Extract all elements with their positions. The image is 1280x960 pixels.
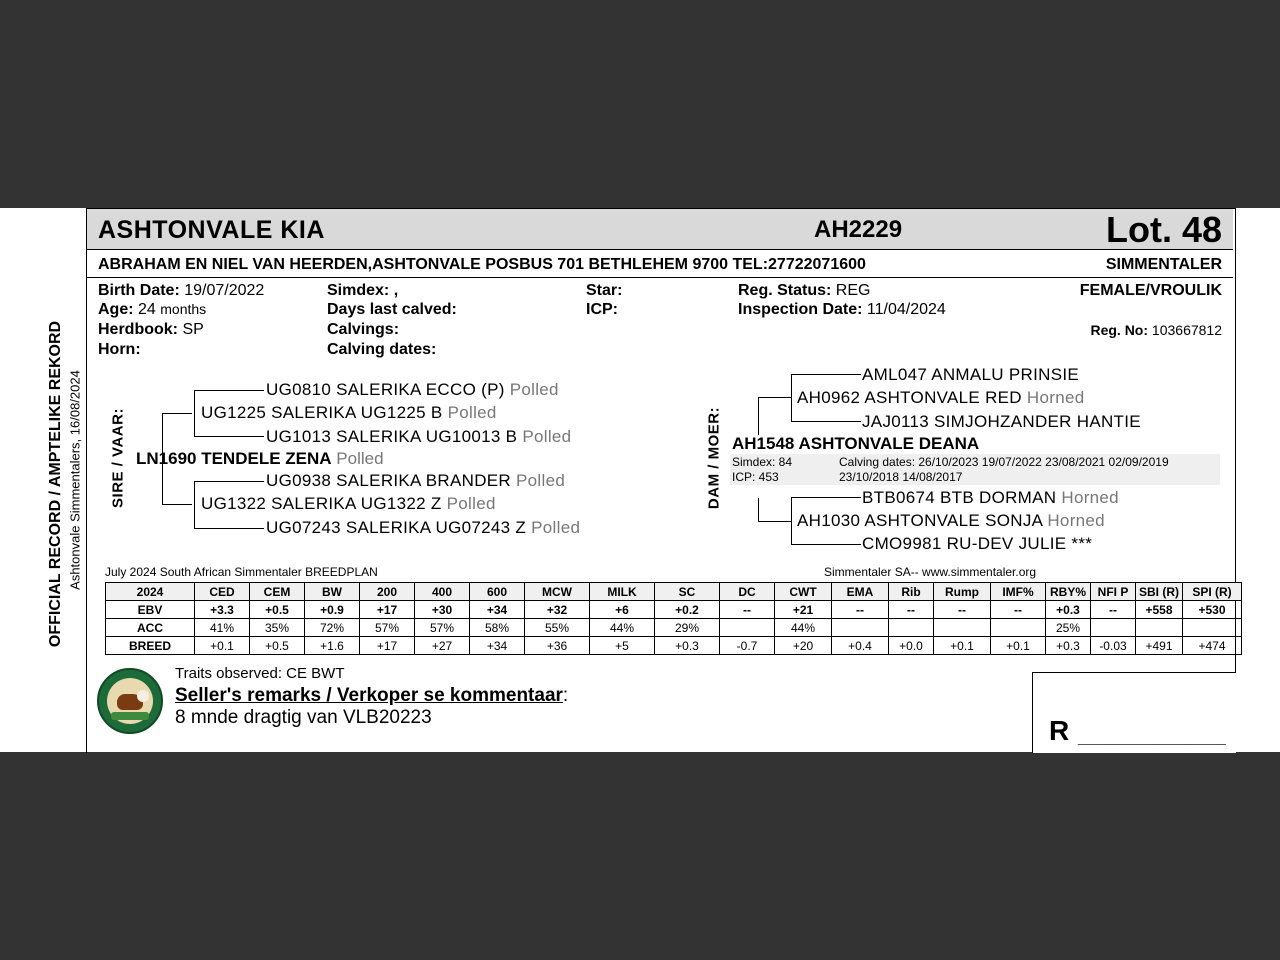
horn-status: Polled <box>336 449 384 468</box>
ebv-cell: MILK <box>590 583 655 601</box>
horn-status: Polled <box>446 494 496 513</box>
ebv-cell: +474 <box>1183 637 1242 655</box>
ebv-cell: CWT <box>775 583 832 601</box>
dd-bracket-bottom <box>791 544 861 545</box>
horn-status: Polled <box>516 471 566 490</box>
horn-status: Polled <box>522 427 572 446</box>
pedigree-name: UG0810 SALERIKA ECCO (P) <box>266 380 505 399</box>
ebv-cell: 44% <box>775 619 832 637</box>
ebv-cell: +0.2 <box>655 601 720 619</box>
ebv-cell: +5 <box>590 637 655 655</box>
pedigree-name: UG0938 SALERIKA BRANDER <box>266 471 511 490</box>
breedplan-title: July 2024 South African Simmentaler BREEDPLAN <box>105 565 378 579</box>
ebv-cell: +491 <box>1136 637 1183 655</box>
horn-label: Horn: <box>98 341 141 358</box>
ebv-cell: EMA <box>832 583 889 601</box>
ebv-row-label: ACC <box>106 619 195 637</box>
pedigree-name: UG1322 SALERIKA UG1322 Z <box>201 494 442 513</box>
ebv-cell: +30 <box>415 601 470 619</box>
ebv-cell: +36 <box>525 637 590 655</box>
dam-dam <box>797 511 1105 531</box>
ebv-cell: 25% <box>1046 619 1091 637</box>
dam-name: AH1548 ASHTONVALE DEANA <box>732 434 980 453</box>
ebv-cell <box>1183 619 1242 637</box>
logo-inner <box>107 678 153 724</box>
ebv-cell: +0.3 <box>655 637 720 655</box>
pedigree-name: AH0962 ASHTONVALE RED <box>797 388 1022 407</box>
inspection-date <box>738 301 946 319</box>
ebv-cell: -- <box>832 601 889 619</box>
ebv-cell: BW <box>305 583 360 601</box>
lot-number: Lot. 48 <box>1105 209 1222 250</box>
ebv-cell: -0.7 <box>720 637 775 655</box>
ebv-cell: -0.03 <box>1091 637 1136 655</box>
ebv-cell: -- <box>720 601 775 619</box>
sellers-remarks-heading <box>175 685 568 707</box>
ebv-cell: +0.5 <box>250 637 305 655</box>
ebv-row-label: 2024 <box>106 583 195 601</box>
dam-bracket-bottom-line <box>758 498 759 521</box>
ebv-cell: SC <box>655 583 720 601</box>
price-line: ___________________ <box>1078 729 1226 745</box>
reg-status-value: REG <box>835 282 871 299</box>
ebv-cell: +6 <box>590 601 655 619</box>
ebv-cell: 200 <box>360 583 415 601</box>
sire-sire-dam <box>266 427 571 447</box>
ebv-cell: +0.1 <box>991 637 1046 655</box>
inspection-date-label: Inspection Date: <box>738 301 863 318</box>
ebv-cell <box>889 619 934 637</box>
herdbook-label: Herdbook: <box>98 321 178 338</box>
ebv-cell <box>720 619 775 637</box>
ebv-cell <box>934 619 991 637</box>
ebv-cell: 57% <box>360 619 415 637</box>
ebv-cell: +0.5 <box>250 601 305 619</box>
ebv-cell: +34 <box>470 601 525 619</box>
dam-calving-dates-cont: 23/10/2018 14/08/2017 <box>839 470 963 484</box>
ebv-row-label: BREED <box>106 637 195 655</box>
ebv-row <box>106 583 1242 601</box>
horn-status: Horned <box>1061 488 1119 507</box>
sire-bracket-bottom <box>162 504 192 505</box>
reg-status-label: Reg. Status: <box>738 282 832 299</box>
ebv-cell: +1.6 <box>305 637 360 655</box>
horn-status: Polled <box>531 518 581 537</box>
age <box>98 301 206 319</box>
pedigree-name: UG1225 SALERIKA UG1225 B <box>201 403 443 422</box>
ebv-cell <box>1091 619 1136 637</box>
ebv-cell: -- <box>889 601 934 619</box>
age-label: Age: <box>98 301 134 318</box>
ebv-cell: +558 <box>1136 601 1183 619</box>
horn-status: Polled <box>509 380 559 399</box>
pedigree-name: LN1690 TENDELE ZENA <box>136 449 332 468</box>
ebv-cell: +21 <box>775 601 832 619</box>
ebv-cell: DC <box>720 583 775 601</box>
inspection-date-value: 11/04/2024 <box>866 301 946 318</box>
ebv-cell: +27 <box>415 637 470 655</box>
ebv-cell: -- <box>991 601 1046 619</box>
ebv-cell: 58% <box>470 619 525 637</box>
ebv-cell: +0.0 <box>889 637 934 655</box>
dam-icp: ICP: 453 <box>732 470 779 484</box>
dam-sire-sire: AML047 ANMALU PRINSIE <box>862 365 1079 384</box>
sire-dam-dam <box>266 518 580 538</box>
ebv-cell: +34 <box>470 637 525 655</box>
ebv-cell: CED <box>195 583 250 601</box>
pedigree-name: BTB0674 BTB DORMAN <box>862 488 1057 507</box>
sellers-remarks: 8 mnde dragtig van VLB20223 <box>175 707 432 728</box>
sellers-remarks-label: Seller's remarks / Verkoper se kommentaar <box>175 685 563 706</box>
grass-icon <box>111 712 149 720</box>
ebv-cell: SPI (R) <box>1183 583 1242 601</box>
sire-dam <box>201 494 496 514</box>
ebv-cell: Rib <box>889 583 934 601</box>
breedplan-site: Simmentaler SA-- www.simmentaler.org <box>824 565 1037 579</box>
horn-status: Polled <box>447 403 497 422</box>
days-last-calved-label: Days last calved: <box>327 301 457 318</box>
horn-status: Horned <box>1026 388 1085 407</box>
ebv-cell: CEM <box>250 583 305 601</box>
simmentaler-logo <box>97 668 163 734</box>
owner-address: ABRAHAM EN NIEL VAN HEERDEN,ASHTONVALE POSBUS 701 BETHLEHEM 9700 TEL:27722071600 <box>98 256 866 273</box>
sire-bracket-top <box>162 413 192 414</box>
animal-name: ASHTONVALE KIA <box>98 216 325 244</box>
ebv-cell: Rump <box>934 583 991 601</box>
ebv-cell: 55% <box>525 619 590 637</box>
ss-bracket <box>194 390 195 436</box>
price-box[interactable] <box>1032 672 1236 753</box>
sd-bracket <box>194 481 195 528</box>
ebv-cell: MCW <box>525 583 590 601</box>
ebv-cell: +530 <box>1183 601 1242 619</box>
ebv-row <box>106 637 1242 655</box>
ebv-cell: +17 <box>360 601 415 619</box>
ebv-row <box>106 619 1242 637</box>
traits-observed: Traits observed: CE BWT <box>175 665 345 682</box>
dam-dam-dam: CMO9981 RU-DEV JULIE *** <box>862 534 1093 553</box>
ebv-cell: +17 <box>360 637 415 655</box>
ebv-cell: +0.3 <box>1046 637 1091 655</box>
ebv-cell: 41% <box>195 619 250 637</box>
pedigree-name: UG1013 SALERIKA UG10013 B <box>266 427 518 446</box>
ebv-cell: 600 <box>470 583 525 601</box>
dam-calving-dates: Calving dates: 26/10/2023 19/07/2022 23/08/2021 02/09/2019 <box>839 455 1169 469</box>
ebv-cell: RBY% <box>1046 583 1091 601</box>
sire-sire <box>201 403 497 423</box>
ebv-cell: +0.3 <box>1046 601 1091 619</box>
ebv-cell: 35% <box>250 619 305 637</box>
ebv-cell: -- <box>1091 601 1136 619</box>
age-value: 24 <box>138 301 156 318</box>
breed: SIMMENTALER <box>1105 256 1222 273</box>
ss-bracket-top <box>194 390 264 391</box>
ebv-cell: -- <box>934 601 991 619</box>
age-unit: months <box>160 301 207 317</box>
sd-bracket-bottom <box>194 528 264 529</box>
ebv-cell: +0.9 <box>305 601 360 619</box>
animal-id: AH2229 <box>814 216 903 243</box>
ebv-cell: IMF% <box>991 583 1046 601</box>
ebv-cell: +32 <box>525 601 590 619</box>
ebv-cell: 72% <box>305 619 360 637</box>
pedigree-name: AH1030 ASHTONVALE SONJA <box>797 511 1043 530</box>
horn-status: Horned <box>1047 511 1105 530</box>
reg-no-label: Reg. No: <box>1090 322 1149 338</box>
ebv-cell <box>832 619 889 637</box>
ss-bracket-bottom <box>194 436 264 437</box>
simdex-label: Simdex: , <box>327 282 399 299</box>
dam-sire-dam: JAJ0113 SIMJOHZANDER HANTIE <box>862 412 1141 431</box>
calvings-label: Calvings: <box>327 321 400 338</box>
ebv-cell: +0.1 <box>195 637 250 655</box>
icp-label: ICP: <box>586 301 618 318</box>
record-source: Ashtonvale Simmentalers, 16/08/2024 <box>67 370 83 590</box>
ebv-cell: 57% <box>415 619 470 637</box>
price-currency: R <box>1049 715 1070 746</box>
ds-bracket <box>791 374 792 421</box>
dam-bracket-bottom <box>758 521 792 522</box>
sire-sire-sire <box>266 380 559 400</box>
dam-simdex: Simdex: 84 <box>732 455 793 469</box>
ebv-table <box>105 582 1242 655</box>
ebv-cell: SBI (R) <box>1136 583 1183 601</box>
ebv-cell: 400 <box>415 583 470 601</box>
official-record-label: OFFICIAL RECORD / AMPTELIKE REKORD <box>47 320 64 648</box>
calving-dates-label: Calving dates: <box>327 341 437 358</box>
ebv-cell: 44% <box>590 619 655 637</box>
ebv-row <box>106 601 1242 619</box>
ds-bracket-top <box>791 374 861 375</box>
birth-date-label: Birth Date: <box>98 282 180 299</box>
birth-date-value: 19/07/2022 <box>184 282 265 299</box>
ebv-cell: 29% <box>655 619 720 637</box>
ds-bracket-bottom <box>791 421 861 422</box>
dam-sire <box>797 388 1084 408</box>
dam-label: DAM / MOER: <box>705 406 723 510</box>
reg-no <box>1090 322 1222 338</box>
reg-no-value: 103667812 <box>1151 322 1222 338</box>
pedigree-name: UG07243 SALERIKA UG07243 Z <box>266 518 527 537</box>
birth-date <box>98 282 264 300</box>
cow-head-icon <box>137 690 149 702</box>
dam-dam-sire <box>862 488 1119 508</box>
dam-bracket-top-line <box>758 397 759 435</box>
lot-card <box>0 208 1280 752</box>
ebv-cell <box>991 619 1046 637</box>
sire-dam-sire <box>266 471 565 491</box>
herdbook <box>98 321 204 339</box>
ebv-cell: NFI P <box>1091 583 1136 601</box>
star-label: Star: <box>586 282 623 299</box>
sire-name <box>136 449 384 469</box>
sex: FEMALE/VROULIK <box>1079 282 1222 299</box>
dd-bracket-top <box>791 497 861 498</box>
sire-label: SIRE / VAAR: <box>109 408 127 508</box>
ebv-cell: +0.1 <box>934 637 991 655</box>
herdbook-value: SP <box>182 321 204 338</box>
dam-bracket-top <box>758 397 792 398</box>
sd-bracket-top <box>194 481 264 482</box>
ebv-row-label: EBV <box>106 601 195 619</box>
ebv-cell: +20 <box>775 637 832 655</box>
ebv-cell <box>1136 619 1183 637</box>
ebv-cell: +0.4 <box>832 637 889 655</box>
remarks-colon: : <box>562 685 569 706</box>
dd-bracket <box>791 497 792 544</box>
reg-status <box>738 282 870 300</box>
ebv-cell: +3.3 <box>195 601 250 619</box>
